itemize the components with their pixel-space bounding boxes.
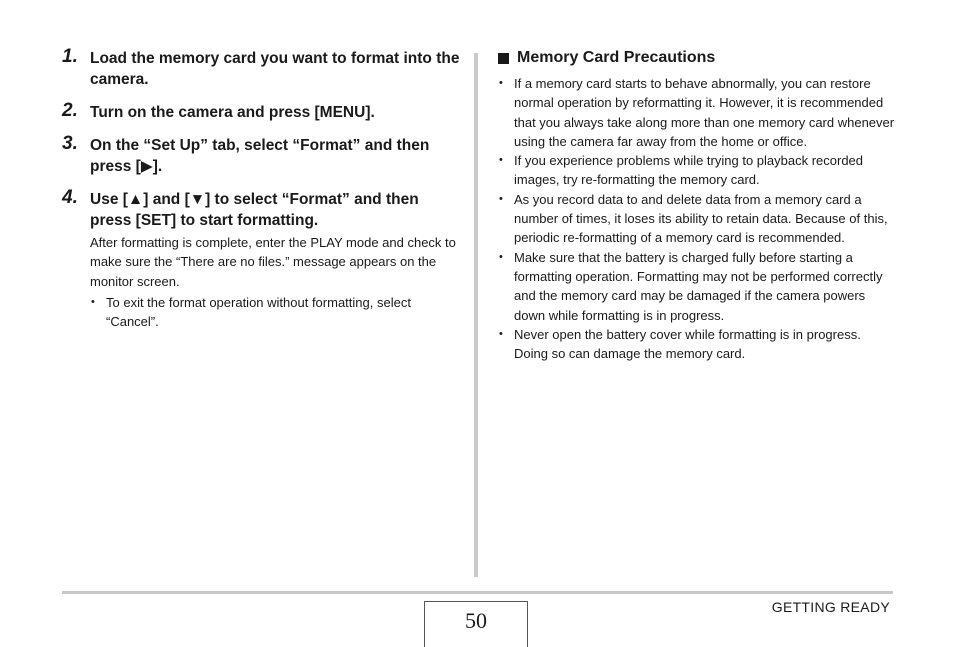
list-item: • To exit the format operation without formatting, select “Cancel”. [90, 293, 462, 332]
step-3 [62, 135, 462, 177]
precautions-heading [498, 47, 898, 69]
footer-rule [62, 591, 893, 594]
step-text: Turn on the camera and press [MENU]. [90, 104, 375, 121]
column-divider [474, 53, 478, 577]
step-4-description: After formatting is complete, enter the PLAY mode and check to make sure the “There are no files.” message appears on the monitor screen. [90, 235, 456, 289]
list-item: • If a memory card starts to behave abnormally, you can restore normal operation by reformatting it. However, it is recommended that you always take along more than one memory card whenever using the camera far away from the home or office. [498, 74, 898, 151]
step-text: On the “Set Up” tab, select “Format” and then press [▶]. [90, 137, 430, 175]
step-text: Load the memory card you want to format into the camera. [90, 50, 460, 88]
list-item: • As you record data to and delete data from a memory card a number of times, it loses its ability to retain data. Because of this, periodic re-formatting of a memory card is recommended. [498, 190, 898, 248]
step-4 [62, 189, 462, 231]
list-item: • Make sure that the battery is charged fully before starting a formatting operation. Formatting may not be performed correctly and the memory card may be damaged if the camera powers down while formatting is in progress. [498, 248, 898, 325]
page-number-box [424, 601, 528, 647]
step-text: Use [▲] and [▼] to select “Format” and then press [SET] to start formatting. [90, 191, 419, 229]
step-number: 3. [62, 133, 78, 154]
precautions-list [498, 74, 898, 363]
precautions-title: Memory Card Precautions [517, 49, 716, 66]
procedure-column [62, 46, 462, 331]
precautions-column [498, 47, 898, 363]
step-2 [62, 102, 462, 123]
square-bullet-icon [498, 53, 509, 64]
list-item: • Never open the battery cover while formatting is in progress. Doing so can damage the memory card. [498, 325, 898, 364]
step-4-notes [62, 293, 462, 332]
section-label: GETTING READY [771, 599, 890, 615]
step-1 [62, 48, 462, 90]
step-number: 4. [62, 187, 78, 208]
page-number: 50 [465, 608, 487, 633]
list-item: • If you experience problems while trying to playback recorded images, try re-formatting the memory card. [498, 151, 898, 190]
step-number: 1. [62, 46, 78, 67]
step-number: 2. [62, 100, 78, 121]
